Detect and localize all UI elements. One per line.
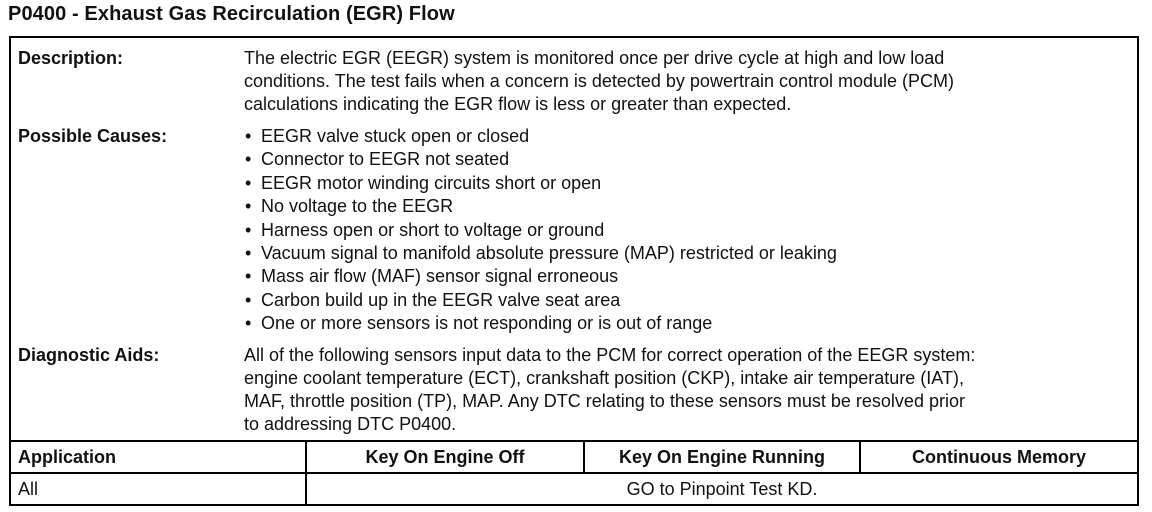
description-line: conditions. The test fails when a concern is detected by powertrain control module (PCM) xyxy=(244,71,955,91)
header-key-on-engine-off: Key On Engine Off xyxy=(365,447,525,467)
header-key-on-engine-running: Key On Engine Running xyxy=(619,447,825,467)
possible-causes-list-wrap xyxy=(244,125,1134,336)
column-divider xyxy=(583,442,585,472)
diagnostic-aids-line: engine coolant temperature (ECT), crankshaft position (CKP), intake air temperature (IAT), xyxy=(244,368,964,388)
cause-item: • Carbon build up in the EEGR valve seat area xyxy=(244,289,1134,312)
cell-application: All xyxy=(18,479,39,499)
header-continuous-memory: Continuous Memory xyxy=(912,447,1086,467)
application-table xyxy=(11,440,1137,508)
cause-item: • EEGR valve stuck open or closed xyxy=(244,125,1134,148)
cause-item: • EEGR motor winding circuits short or open xyxy=(244,172,1134,195)
diagnostic-aids-line: All of the following sensors input data to the PCM for correct operation of the EEGR system: xyxy=(244,345,976,365)
diagnostic-aids-line: to addressing DTC P0400. xyxy=(244,414,457,434)
diagnostic-aids-line: MAF, throttle position (TP), MAP. Any DTC relating to these sensors must be resolved prior xyxy=(244,391,965,411)
diagnostic-aids-text xyxy=(244,344,1134,436)
cell-action: GO to Pinpoint Test KD. xyxy=(626,479,818,499)
description-text xyxy=(244,47,1134,116)
possible-causes-list xyxy=(244,125,1134,336)
column-divider xyxy=(859,442,861,472)
cause-item: • Harness open or short to voltage or ground xyxy=(244,219,1134,242)
cause-item: • No voltage to the EEGR xyxy=(244,195,1134,218)
possible-causes-label: Possible Causes: xyxy=(18,126,168,146)
cause-item: • One or more sensors is not responding or is out of range xyxy=(244,312,1134,335)
cause-item: • Mass air flow (MAF) sensor signal erroneous xyxy=(244,265,1134,288)
description-line: calculations indicating the EGR flow is less or greater than expected. xyxy=(244,94,792,114)
description-line: The electric EGR (EEGR) system is monitored once per drive cycle at high and low load xyxy=(244,48,945,68)
description-label: Description: xyxy=(18,48,124,68)
header-application: Application xyxy=(18,447,116,467)
cause-item: • Vacuum signal to manifold absolute pressure (MAP) restricted or leaking xyxy=(244,242,1134,265)
page-title: P0400 - Exhaust Gas Recirculation (EGR) Flow xyxy=(8,3,455,25)
diagnostic-aids-label: Diagnostic Aids: xyxy=(18,345,160,365)
dtc-info-box xyxy=(9,36,1139,506)
cause-item: • Connector to EEGR not seated xyxy=(244,148,1134,171)
